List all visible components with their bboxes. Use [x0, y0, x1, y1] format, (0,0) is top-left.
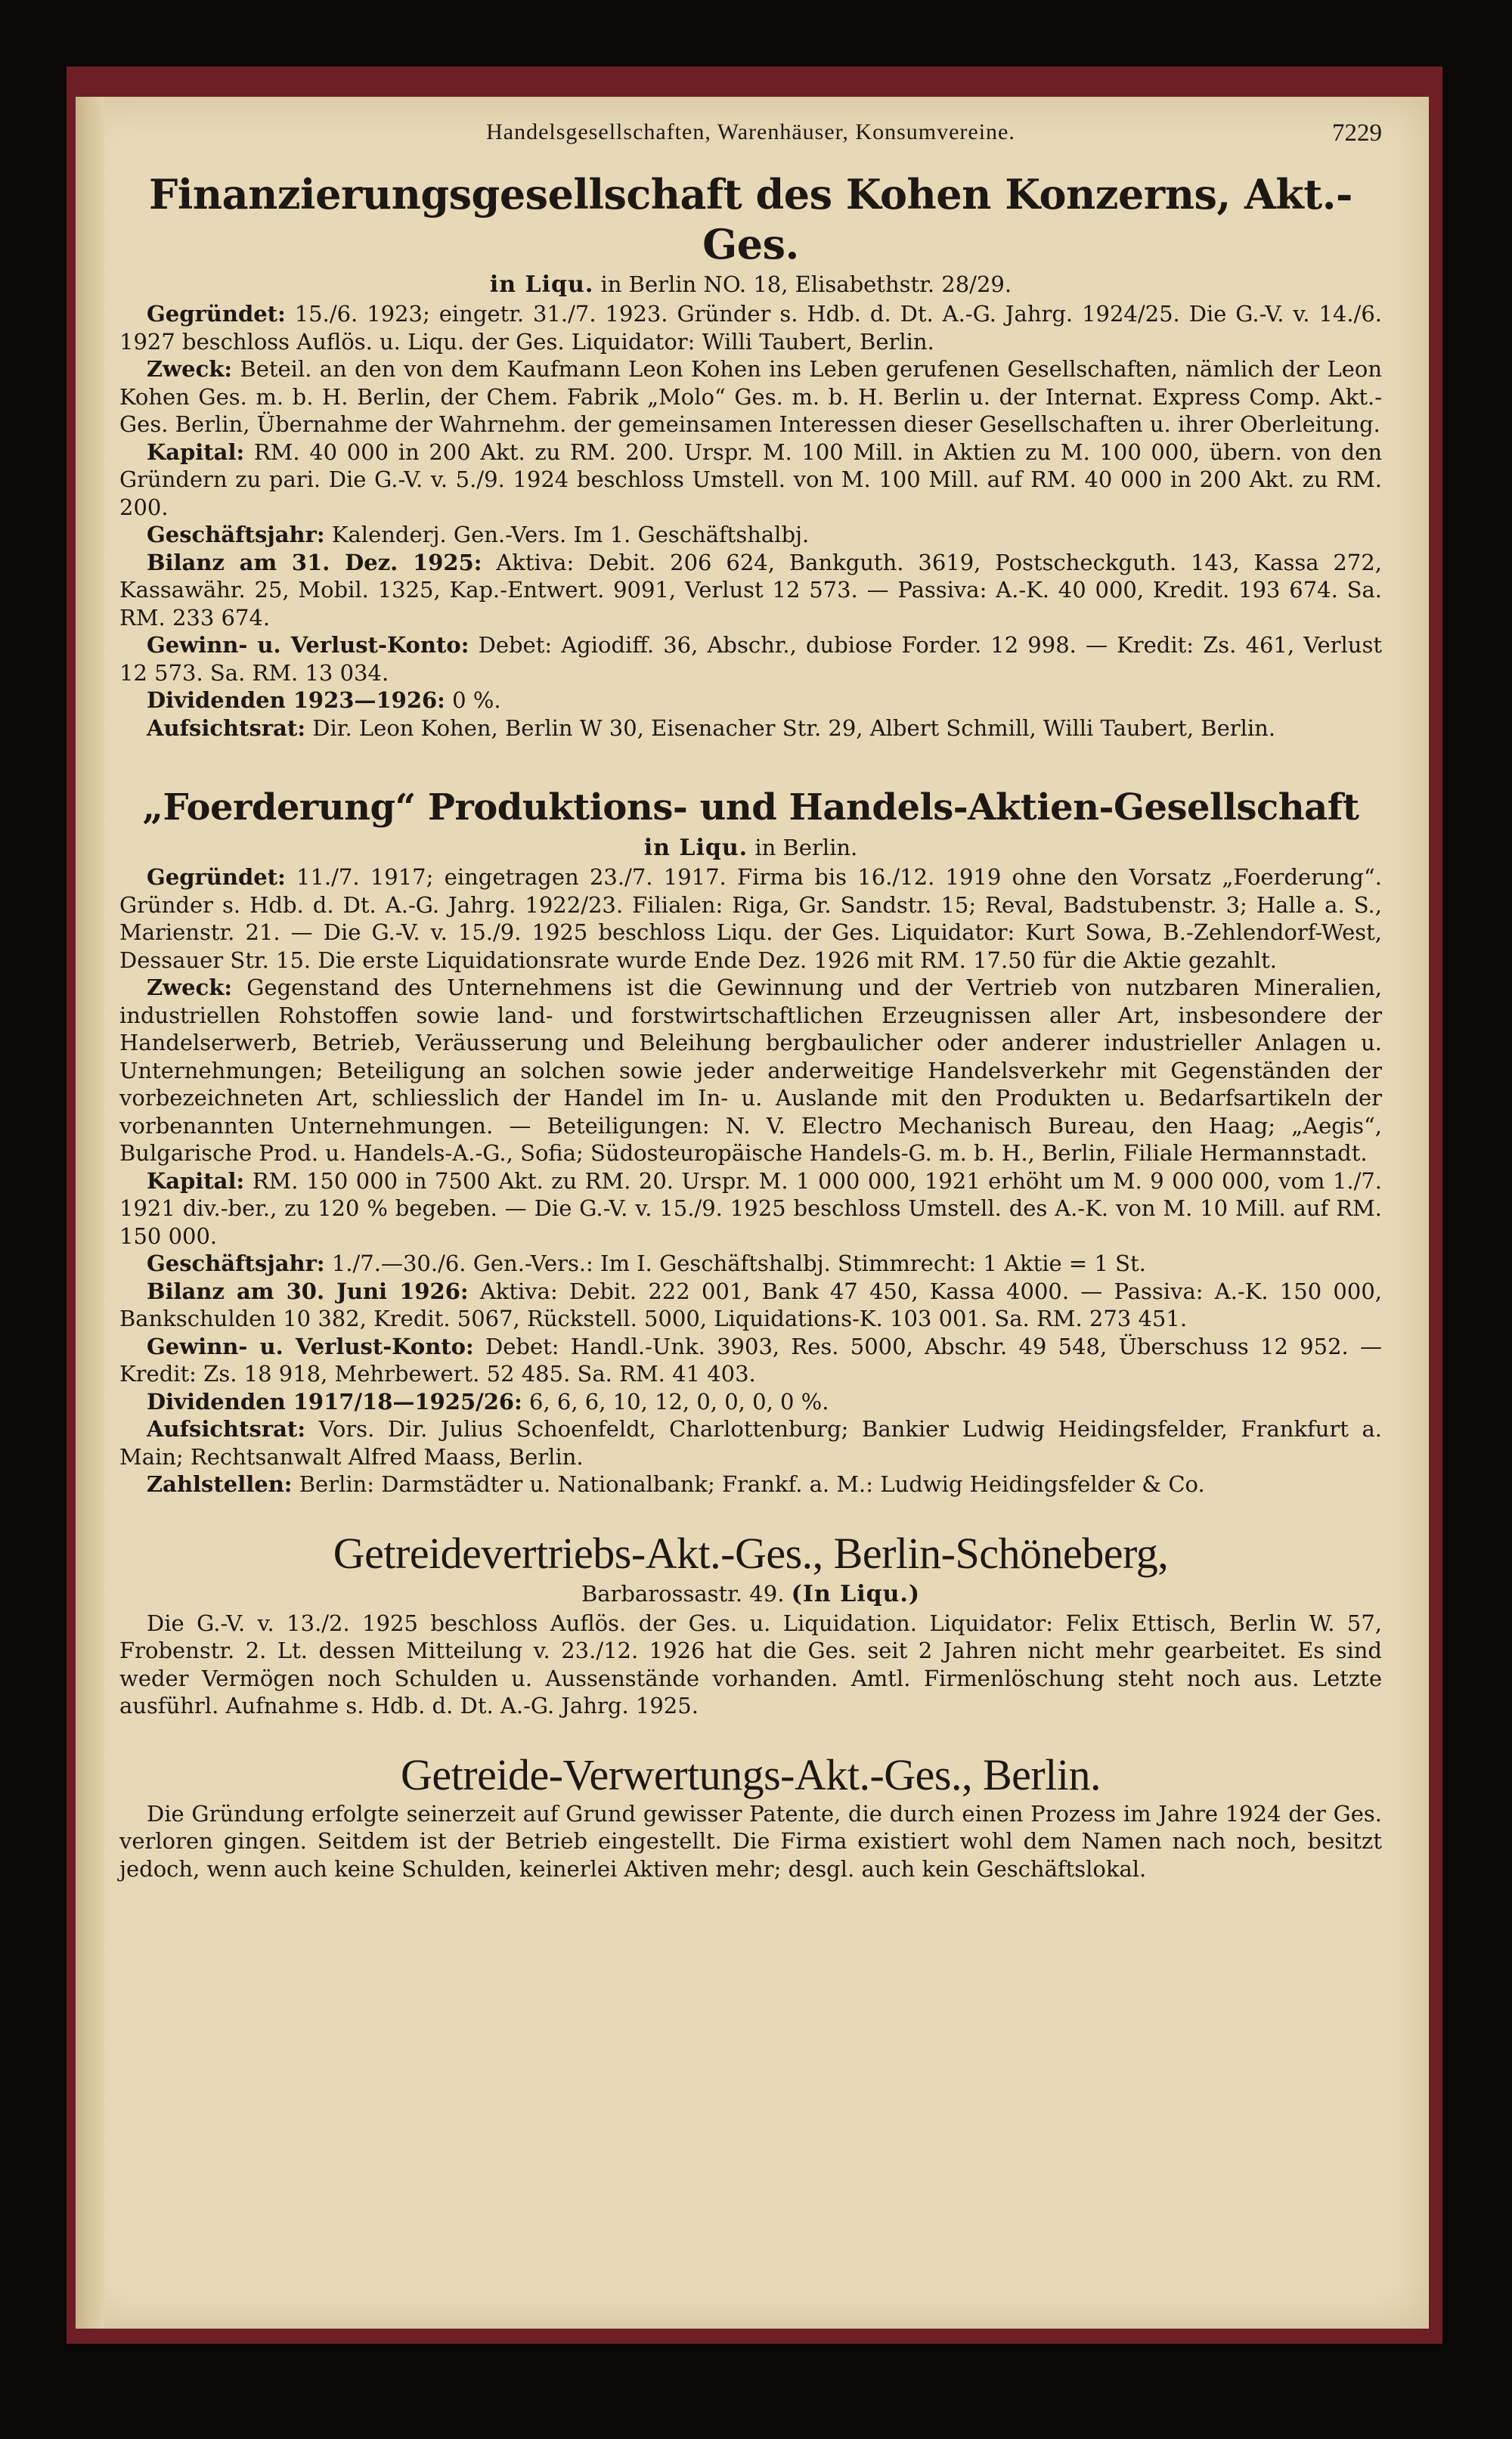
paragraph-text: 0 %. — [452, 687, 501, 713]
entry-title: Getreidevertriebs-Akt.-Ges., Berlin-Schöneberg, — [333, 1528, 1169, 1578]
paragraph-text: Die G.-V. v. 13./2. 1925 beschloss Auflös. der Ges. u. Liquidation. Liquidator: Felix Ettisch, Berlin W. 57, Frobenstr. 2. Lt. dessen Mitteilung v. 23./12. 1926 hat die Ges. seit 2 Jahren nicht mehr gearbeitet. Es sind weder Vermögen noch Schulden u. Aussenstände vorhanden. Amtl. Firmenlöschung steht noch aus. Letzte ausführl. Aufnahme s. Hdb. d. Dt. A.-G. Jahrg. 1925. — [119, 1610, 1382, 1718]
paragraph-label: Aufsichtsrat: — [147, 714, 306, 741]
paragraph-zweck — [119, 355, 1382, 439]
entry-getreide-verwertung — [119, 1750, 1382, 1883]
paragraph-label: Zweck: — [147, 356, 233, 382]
paragraph-label: Zweck: — [147, 975, 233, 1000]
entry-kohen-konzern — [119, 169, 1382, 742]
paragraph-label: Gewinn- u. Verlust-Konto: — [147, 1333, 474, 1359]
page-number: 7229 — [1332, 119, 1382, 147]
liquidation-status: (In Liqu.) — [791, 1580, 921, 1607]
paragraph-gewinn-verlust — [119, 631, 1382, 686]
paragraph-bilanz — [119, 1278, 1382, 1333]
paragraph-text: 11./7. 1917; eingetragen 23./7. 1917. Firma bis 16./12. 1919 ohne den Vorsatz „Foerderung“. Gründer s. Hdb. d. Dt. A.-G. Jahrg. 1922/23. Filialen: Riga, Gr. Sandstr. 15; Reval, Badstubenstr. 3; Halle a. S., Marienstr. 21. — Die G.-V. v. 15./9. 1925 beschloss Liqu. der Ges. Liquidator: Kurt Sowa, B.-Zehlendorf-West, Dessauer Str. 15. Die erste Liquidationsrate wurde Ende Dez. 1926 mit RM. 17.50 für die Aktie gezahlt. — [119, 864, 1382, 973]
paragraph-text: 6, 6, 6, 10, 12, 0, 0, 0, 0 %. — [529, 1388, 829, 1415]
paragraph-label: Bilanz am 30. Juni 1926: — [147, 1278, 469, 1304]
paragraph-dividenden — [119, 686, 1382, 714]
entry-foerderung — [119, 783, 1382, 1498]
page-content — [119, 112, 1382, 1883]
paragraph-label: Dividenden 1923—1926: — [147, 687, 445, 713]
paragraph-label: Kapital: — [147, 1167, 245, 1194]
entry-title: Finanzierungsgesellschaft des Kohen Konzerns, Akt.-Ges. — [149, 170, 1352, 268]
running-head-text: Handelsgesellschaften, Warenhäuser, Konsumvereine. — [486, 119, 1015, 144]
paragraph-gegruendet — [119, 863, 1382, 974]
paragraph-text: Vors. Dir. Julius Schoenfeldt, Charlottenburg; Bankier Ludwig Heidingsfelder, Frankfurt a. Main; Rechtsanwalt Alfred Maass, Berlin. — [119, 1416, 1383, 1470]
entry-getreidevertrieb — [119, 1529, 1382, 1720]
paragraph-text: Debet: Agiodiff. 36, Abschr., dubiose Forder. 12 998. — Kredit: Zs. 461, Verlust 12 573. Sa. RM. 13 034. — [119, 632, 1382, 686]
entry-title: „Foerderung“ Produktions- und Handels-Aktien-Gesellschaft — [142, 786, 1359, 829]
entry-subtitle — [119, 832, 1382, 863]
paragraph-text-block — [119, 1610, 1382, 1720]
liquidation-status: in Liqu. — [489, 271, 594, 298]
paragraph-label: Gewinn- u. Verlust-Konto: — [147, 632, 469, 658]
paragraph-zweck — [119, 974, 1382, 1167]
paragraph-kapital — [119, 439, 1382, 522]
paragraph-label: Geschäftsjahr: — [147, 1250, 325, 1276]
paragraph-text: Berlin: Darmstädter u. Nationalbank; Frankf. a. M.: Ludwig Heidingsfelder & Co. — [299, 1471, 1205, 1497]
paragraph-aufsichtsrat — [119, 1415, 1382, 1471]
paragraph-aufsichtsrat — [119, 714, 1382, 742]
paragraph-geschaeftsjahr — [119, 1250, 1382, 1278]
paragraph-label: Gegründet: — [147, 301, 286, 327]
paragraph-label: Zahlstellen: — [147, 1471, 293, 1497]
paragraph-dividenden — [119, 1388, 1382, 1416]
paragraph-zahlstellen — [119, 1471, 1382, 1498]
entry-address: in Berlin NO. 18, Elisabethstr. 28/29. — [600, 271, 1012, 297]
paragraph-text: Die Gründung erfolgte seinerzeit auf Grund gewisser Patente, die durch einen Prozess im Jahre 1924 der Ges. verloren gingen. Seitdem ist der Betrieb eingestellt. Die Firma existiert wohl dem Namen nach noch, besitzt jedoch, wenn auch keine Schulden, keinerlei Aktiven mehr; desgl. auch kein Geschäftslokal. — [119, 1800, 1382, 1882]
paragraph-label: Gegründet: — [147, 864, 286, 890]
paragraph-text: Beteil. an den von dem Kaufmann Leon Kohen ins Leben gerufenen Gesellschaften, nämlich der Leon Kohen Ges. m. b. H. Berlin, der Chem. Fabrik „Molo“ Ges. m. b. H. Berlin u. der Internat. Express Comp. Akt.-Ges. Berlin, Übernahme der Wahrnehm. der gemeinsamen Interessen dieser Gesellschaften u. ihrer Oberleitung. — [119, 356, 1383, 437]
paragraph-text: Aktiva: Debit. 206 624, Bankguth. 3619, Postscheckguth. 143, Kassa 272, Kassawähr. 25, Mobil. 1325, Kap.-Entwert. 9091, Verlust 12 573. — Passiva: A.-K. 40 000, Kredit. 193 674. Sa. RM. 233 674. — [119, 549, 1382, 631]
paragraph-gegruendet — [119, 300, 1382, 355]
paragraph-label: Geschäftsjahr: — [147, 522, 325, 547]
paragraph-text-block — [119, 1800, 1382, 1883]
book-page — [76, 97, 1429, 2329]
entry-title: Getreide-Verwertungs-Akt.-Ges., Berlin. — [401, 1749, 1101, 1799]
paragraph-label: Dividenden 1917/18—1925/26: — [147, 1388, 522, 1415]
section-gap — [119, 742, 1382, 772]
paragraph-label: Aufsichtsrat: — [147, 1416, 306, 1442]
paragraph-text: Debet: Handl.-Unk. 3903, Res. 5000, Abschr. 49 548, Überschuss 12 952. — Kredit: Zs. 18 918, Mehrbewert. 52 485. Sa. RM. 41 403. — [119, 1333, 1382, 1387]
entry-subtitle — [119, 269, 1382, 300]
page-gutter — [76, 97, 104, 2329]
paragraph-label: Kapital: — [147, 439, 245, 465]
entry-address: Barbarossastr. 49. — [581, 1580, 785, 1607]
paragraph-text: RM. 40 000 in 200 Akt. zu RM. 200. Urspr. M. 100 Mill. in Aktien zu M. 100 000, übern. von den Gründern zu pari. Die G.-V. v. 5./9. 1924 beschloss Umstell. von M. 100 Mill. auf RM. 40 000 in 200 Akt. zu RM. 200. — [119, 439, 1382, 520]
paragraph-text: RM. 150 000 in 7500 Akt. zu RM. 20. Urspr. M. 1 000 000, 1921 erhöht um M. 9 000 000, vom 1./7. 1921 div.-ber., zu 120 % begeben. — Die G.-V. v. 15./9. 1925 beschloss Umstell. des A.-K. von M. 10 Mill. auf RM. 150 000. — [119, 1167, 1383, 1249]
paragraph-text: Kalenderj. Gen.-Vers. Im 1. Geschäftshalbj. — [331, 522, 810, 547]
paragraph-label: Bilanz am 31. Dez. 1925: — [147, 549, 482, 575]
paragraph-geschaeftsjahr — [119, 521, 1382, 549]
liquidation-status: in Liqu. — [643, 835, 748, 861]
entry-subtitle — [119, 1579, 1382, 1610]
paragraph-text: 1./7.—30./6. Gen.-Vers.: Im I. Geschäftshalbj. Stimmrecht: 1 Aktie = 1 St. — [331, 1250, 1146, 1276]
paragraph-text: 15./6. 1923; eingetr. 31./7. 1923. Gründer s. Hdb. d. Dt. A.-G. Jahrg. 1924/25. Die G.-V. v. 14./6. 1927 beschloss Auflös. u. Liqu. der Ges. Liquidator: Willi Taubert, Berlin. — [119, 301, 1383, 355]
paragraph-text: Dir. Leon Kohen, Berlin W 30, Eisenacher Str. 29, Albert Schmill, Willi Taubert, Berlin. — [312, 714, 1276, 741]
entry-address: in Berlin. — [754, 835, 858, 860]
paragraph-bilanz — [119, 549, 1382, 632]
paragraph-kapital — [119, 1167, 1382, 1250]
paragraph-gewinn-verlust — [119, 1333, 1382, 1388]
running-head — [119, 112, 1382, 159]
paragraph-text: Aktiva: Debit. 222 001, Bank 47 450, Kassa 4000. — Passiva: A.-K. 150 000, Bankschulden 10 382, Kredit. 5067, Rückstell. 5000, Liquidations-K. 103 001. Sa. RM. 273 451. — [119, 1278, 1383, 1331]
paragraph-text: Gegenstand des Unternehmens ist die Gewinnung und der Vertrieb von nutzbaren Mineralien, industriellen Rohstoffen sowie land- und forstwirtschaftlichen Erzeugnissen aller Art, insbesondere der Handelserwerb, Betrieb, Veräusserung und Beleihung bergbaulicher oder anderer industrieller Anlagen u. Unternehmungen; Beteiligung an solchen sowie jeder anderweitige Handelsverkehr mit Gegenständen der vorbezeichneten Art, schliesslich der Handel im In- u. Auslande mit den Produkten u. Bedarfsartikeln der vorbenannten Unternehmungen. — Beteiligungen: N. V. Electro Mechanisch Bureau, den Haag; „Aegis“, Bulgarische Prod. u. Handels-A.-G., Sofia; Südosteuropäische Handels-G. m. b. H., Berlin, Filiale Hermannstadt. — [119, 975, 1382, 1166]
